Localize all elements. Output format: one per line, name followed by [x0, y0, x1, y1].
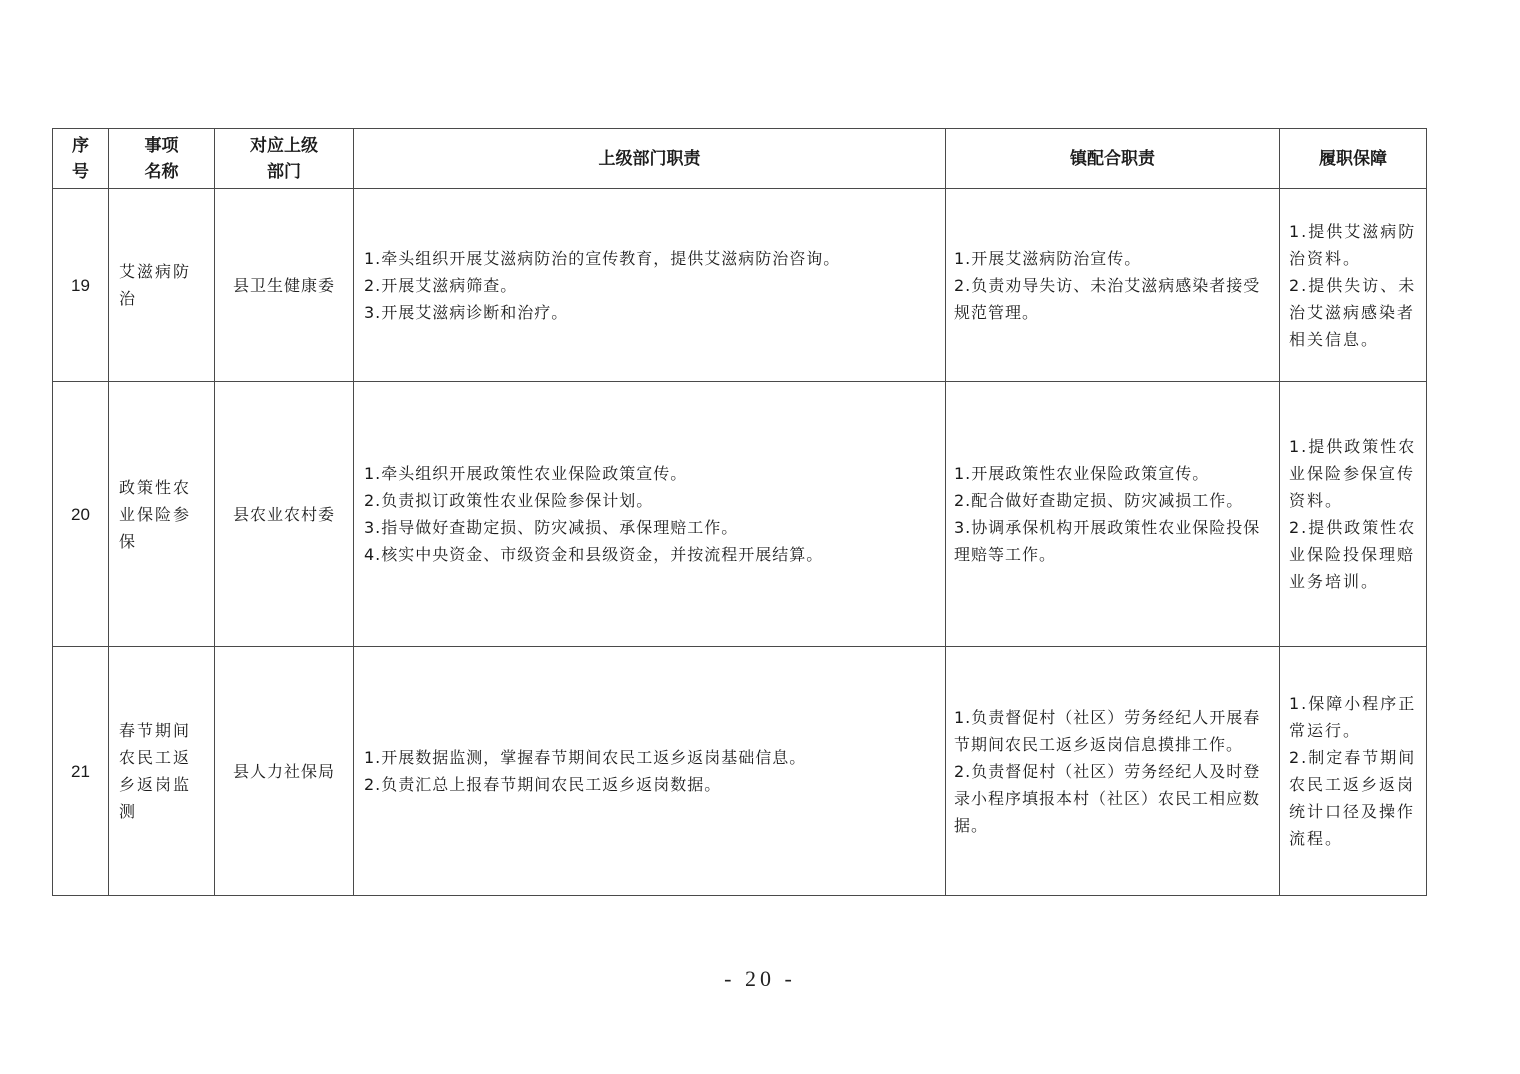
row-number: 21: [53, 647, 109, 896]
table-row: [53, 647, 1427, 896]
guard-line: 2.提供失访、未治艾滋病感染者相关信息。: [1289, 275, 1417, 349]
guarantee: [1280, 382, 1427, 647]
town-line: 2.负责劝导失访、未治艾滋病感染者接受规范管理。: [954, 275, 1261, 322]
header-town: 镇配合职责: [946, 129, 1280, 189]
row-number: 19: [53, 189, 109, 382]
department: 县农业农村委: [215, 382, 354, 647]
guard-line: 2.提供政策性农业保险投保理赔业务培训。: [1289, 518, 1417, 591]
duty-line: 1.牵头组织开展政策性农业保险政策宣传。: [364, 464, 688, 483]
duty-line: 1.开展数据监测，掌握春节期间农民工返乡返岗基础信息。: [364, 748, 807, 767]
header-name: 事项 名称: [109, 129, 215, 189]
upper-duty: [354, 647, 946, 896]
guard-line: 1.提供艾滋病防治资料。: [1289, 221, 1417, 268]
guard-line: 2.制定春节期间农民工返乡返岗统计口径及操作流程。: [1289, 748, 1417, 848]
duty-line: 2.开展艾滋病筛查。: [364, 275, 518, 295]
header-duty: 上级部门职责: [354, 129, 946, 189]
page-number: - 20 -: [724, 966, 796, 991]
town-duty: [946, 382, 1280, 647]
department: 县人力社保局: [215, 647, 354, 896]
duty-table: [52, 128, 1427, 896]
town-line: 1.开展政策性农业保险政策宣传。: [954, 464, 1210, 483]
upper-duty: [354, 189, 946, 382]
duty-line: 1.牵头组织开展艾滋病防治的宣传教育，提供艾滋病防治咨询。: [364, 248, 841, 268]
town-duty: [946, 189, 1280, 382]
town-line: 1.开展艾滋病防治宣传。: [954, 248, 1142, 268]
table-header-row: [53, 129, 1427, 189]
guarantee: [1280, 189, 1427, 382]
header-dept: 对应上级 部门: [215, 129, 354, 189]
town-line: 1.负责督促村（社区）劳务经纪人开展春节期间农民工返乡返岗信息摸排工作。: [954, 707, 1261, 754]
header-no: 序 号: [53, 129, 109, 189]
town-line: 3.协调承保机构开展政策性农业保险投保理赔等工作。: [954, 518, 1261, 564]
town-line: 2.负责督促村（社区）劳务经纪人及时登录小程序填报本村（社区）农民工相应数据。: [954, 761, 1261, 835]
table-row: [53, 382, 1427, 647]
duty-line: 3.开展艾滋病诊断和治疗。: [364, 302, 569, 322]
duty-line: 3.指导做好查勘定损、防灾减损、承保理赔工作。: [364, 518, 739, 537]
item-name: 春节期间农民工返乡返岗监测: [109, 647, 215, 896]
header-guard: 履职保障: [1280, 129, 1427, 189]
town-line: 2.配合做好查勘定损、防灾减损工作。: [954, 491, 1244, 510]
guard-line: 1.提供政策性农业保险参保宣传资料。: [1289, 437, 1417, 510]
duty-line: 2.负责拟订政策性农业保险参保计划。: [364, 491, 654, 510]
duty-line: 2.负责汇总上报春节期间农民工返乡返岗数据。: [364, 775, 722, 794]
duty-line: 4.核实中央资金、市级资金和县级资金，并按流程开展结算。: [364, 545, 824, 564]
upper-duty: [354, 382, 946, 647]
item-name: 艾滋病防治: [109, 189, 215, 382]
item-name: 政策性农业保险参保: [109, 382, 215, 647]
guard-line: 1.保障小程序正常运行。: [1289, 694, 1417, 740]
guarantee: [1280, 647, 1427, 896]
town-duty: [946, 647, 1280, 896]
row-number: 20: [53, 382, 109, 647]
department: 县卫生健康委: [215, 189, 354, 382]
table-row: [53, 189, 1427, 382]
